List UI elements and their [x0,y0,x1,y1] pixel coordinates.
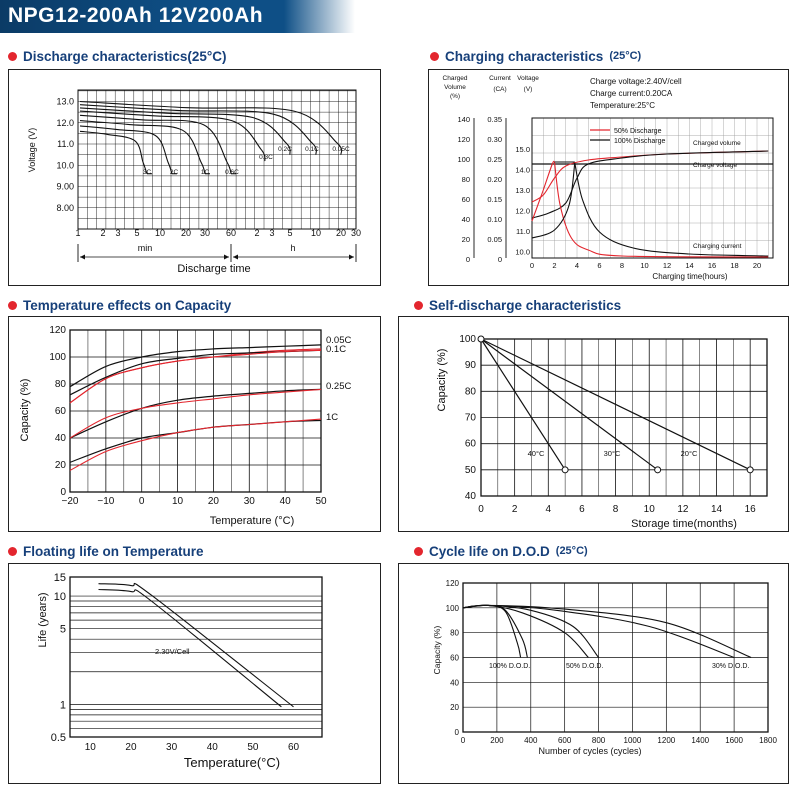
arrow-head [224,255,229,260]
x-tick-label: 5 [134,228,140,238]
y-axis-label: Capacity (%) [436,348,448,412]
y-tick-label: 0.35 [487,115,502,124]
y-tick-label: 9.00 [56,181,74,192]
discharge-curve [80,102,342,155]
x-tick-label: 2 [254,228,260,238]
y-tick-label: 13.0 [515,186,530,195]
x-tick-label: 60 [287,742,300,753]
y-tick-label: 1 [59,699,66,712]
y-tick-label: 60 [461,195,470,204]
x-tick-label: 20 [207,496,219,507]
x-tick-label: 14 [710,504,723,515]
x-group-label: min [137,243,153,253]
x-tick-label: 2 [552,261,557,270]
y-tick-label: 60 [464,438,476,450]
y-tick-label: 12.0 [515,206,530,216]
axis-header: Charged [442,75,468,82]
y-tick-label: 120 [457,135,470,144]
y-tick-label: 15 [53,572,66,584]
y-tick-label: 20 [54,460,66,471]
x-tick-label: 6 [579,504,585,515]
x-tick-label: 4 [574,261,580,270]
x-tick-label: 400 [524,736,538,745]
cycle-life-curve [463,605,521,657]
x-tick-label: 20 [335,228,347,238]
y-tick-label: 80 [450,628,459,638]
arrow-head [233,255,238,260]
curve-label: 20°C [680,449,698,458]
discharge-title: Discharge characteristics(25°C) [23,48,227,64]
y-tick-label: 100 [49,352,66,363]
self-discharge-line [481,339,658,470]
y-tick-label: 10 [53,591,66,604]
y-tick-label: 100 [457,155,470,164]
y-tick-label: 90 [464,360,476,372]
y-tick-label: 40 [54,433,66,444]
x-tick-label: 4 [545,504,552,515]
y-tick-label: 15.0 [515,145,530,154]
x-tick-label: 1000 [623,736,642,745]
x-tick-label: 0 [529,261,535,270]
curve-label: 40°C [527,449,545,458]
x-axis-label: Storage time(months) [631,518,737,530]
end-marker [747,467,753,473]
self-discharge-line [481,339,565,470]
x-axis-label: Temperature (°C) [209,515,295,527]
y-tick-label: 10.0 [56,160,74,171]
curve-label: 30% D.O.D. [712,663,750,670]
x-tick-label: 8 [619,261,625,270]
y-tick-label: 8.00 [56,202,74,213]
discharge-curve [80,131,147,174]
x-tick-label: 1600 [725,736,744,745]
floating-life-curve [99,590,282,707]
x-tick-label: 0 [478,504,484,515]
curve-label: 0.3C [259,154,273,161]
end-marker [562,467,568,473]
y-tick-label: 100 [459,334,476,345]
x-tick-label: 10 [154,228,166,238]
x-tick-label: 20 [180,228,192,238]
y-tick-label: 0.30 [487,135,502,144]
x-tick-label: 0 [138,496,145,507]
y-axis-label: Capacity (%) [432,625,442,675]
y-tick-label: 0.20 [487,175,502,184]
page-title: NPG12-200Ah 12V200Ah [8,4,264,27]
discharge-curve [80,121,205,174]
charged-volume-red [532,151,768,202]
y-tick-label: 13.0 [56,96,74,107]
legend-label: 50% Discharge [614,128,662,135]
y-axis-label: Voltage (V) [27,127,37,173]
x-tick-label: 3 [269,228,275,238]
curve-label: Charged volume [693,140,741,147]
x-tick-label: 10 [310,228,322,238]
x-tick-label: 1 [75,228,81,238]
x-tick-label: 50 [247,742,259,753]
x-tick-label: 3 [115,228,121,238]
x-tick-label: 10 [640,261,649,270]
curve-label: 1C [326,412,339,423]
y-tick-label: 0.10 [487,215,502,224]
temperature-title: Temperature effects on Capacity [23,297,232,313]
y-tick-label: 140 [457,115,470,124]
x-tick-label: 1800 [759,736,777,745]
x-axis-label: Number of cycles (cycles) [538,746,642,756]
x-tick-label: 16 [744,504,756,515]
axis-header: Volume [444,84,466,91]
y-axis-label: Capacity (%) [19,378,31,442]
x-tick-label: 60 [225,228,237,238]
y-tick-label: 50 [464,464,476,476]
x-tick-label: 600 [557,736,572,745]
x-tick-label: 50 [315,496,327,507]
curve-label: Charge voltage [693,162,738,169]
discharge-curve [80,111,265,161]
y-tick-label: 20 [461,235,470,244]
end-marker [655,467,661,473]
x-tick-label: 30 [350,228,362,238]
annotation: Charge voltage:2.40V/cell [590,77,682,86]
cycle-title-suffix: (25°C) [555,545,588,557]
y-tick-label: 0.5 [50,732,66,744]
curve-label: 1C [200,169,210,176]
x-tick-label: 2 [100,228,106,238]
y-tick-label: 12.0 [56,117,74,128]
x-tick-label: 30 [166,742,178,753]
curve-label: 30°C [603,449,621,458]
y-tick-label: 40 [450,678,459,688]
y-tick-label: 60 [54,406,66,417]
x-tick-label: 14 [685,261,694,270]
x-tick-label: 6 [597,261,602,270]
axis-header: (CA) [493,86,507,93]
curve-label: 0.05C [332,146,350,153]
y-tick-label: 0 [465,255,470,264]
axis-header: Voltage [517,75,539,82]
y-tick-label: 70 [464,412,476,424]
x-axis-label: Temperature(°C) [183,755,281,770]
curve-label: 0.1C [305,146,319,153]
y-tick-label: 10.0 [515,247,530,257]
self-discharge-title: Self-discharge characteristics [429,297,622,313]
curve-label: 0.1C [326,344,347,355]
y-tick-label: 60 [450,653,459,663]
y-tick-label: 0 [60,487,66,498]
y-tick-label: 0.25 [487,155,502,164]
x-tick-label: 30 [243,496,255,507]
curve-label: 50% D.O.D. [566,663,604,670]
x-tick-label: 10 [643,504,655,515]
x-tick-label: 2 [511,504,518,515]
cycle-life-curve [463,605,527,657]
y-tick-label: 80 [464,386,476,398]
x-axis-label: Discharge time [177,263,251,275]
x-tick-label: 12 [662,261,672,270]
x-tick-label: 20 [752,261,762,270]
charge-rise-black [532,163,575,238]
axis-header: Current [489,75,511,82]
axis-header: (V) [523,86,533,93]
curve-label: 0.05C [326,335,352,346]
x-tick-label: 0 [460,736,466,745]
legend-label: 100% Discharge [614,138,666,145]
cycle-title: Cycle life on D.O.D [429,543,550,559]
x-tick-label: −10 [97,496,115,507]
x-tick-label: −20 [61,496,79,507]
x-tick-label: 5 [287,228,293,238]
x-tick-label: 12 [677,504,689,515]
y-tick-label: 0 [454,728,459,737]
y-tick-label: 20 [450,703,459,713]
charging-title-suffix: (25°C) [609,50,642,62]
y-tick-label: 0.15 [487,195,502,204]
start-marker [478,336,484,342]
y-tick-label: 40 [464,491,476,502]
annotation: Temperature:25°C [590,101,656,110]
curve-label: 0.6C [225,169,239,176]
x-tick-label: 200 [490,736,504,745]
x-tick-label: 30 [199,228,211,238]
x-tick-label: 20 [125,742,137,753]
y-tick-label: 14.0 [515,165,530,175]
y-tick-label: 120 [445,579,459,588]
x-tick-label: 1400 [691,736,710,745]
x-group-label: h [290,243,296,253]
x-tick-label: 800 [591,736,606,745]
y-tick-label: 11.0 [515,227,530,236]
floating-title: Floating life on Temperature [23,543,204,559]
y-tick-label: 11.0 [57,139,74,149]
y-tick-label: 120 [49,325,66,336]
x-tick-label: 10 [172,496,184,507]
axis-header: (%) [449,93,461,100]
x-tick-label: 8 [612,504,619,515]
curve-label: 2.30V/Cell [155,647,190,656]
y-tick-label: 0.05 [487,235,502,244]
x-tick-label: 16 [707,261,717,270]
charging-title: Charging characteristics [445,48,604,64]
curve-label: 0.25C [326,381,352,392]
arrow-head [349,255,354,260]
floating-life-curve [99,583,294,706]
curve-label: Charging current [693,243,742,250]
y-tick-label: 80 [54,379,66,390]
arrow-head [80,255,85,260]
annotation: Charge current:0.20CA [590,89,673,98]
curve-label: 100% D.O.D. [489,663,531,670]
x-tick-label: 40 [279,496,291,507]
x-tick-label: 18 [730,261,739,270]
curve-label: 2C [169,169,179,176]
x-tick-label: 40 [206,742,218,753]
y-tick-label: 80 [461,175,470,184]
x-axis-label: Charging time(hours) [652,272,728,281]
x-tick-label: 10 [84,742,96,753]
y-tick-label: 5 [59,623,66,636]
y-axis-label: Life (years) [37,592,49,648]
curve-label: 3C [142,169,152,176]
y-tick-label: 0 [497,255,502,264]
y-tick-label: 100 [445,603,459,613]
y-tick-label: 40 [461,215,470,224]
x-tick-label: 1200 [657,736,676,745]
curve-label: 0.2C [278,146,292,153]
